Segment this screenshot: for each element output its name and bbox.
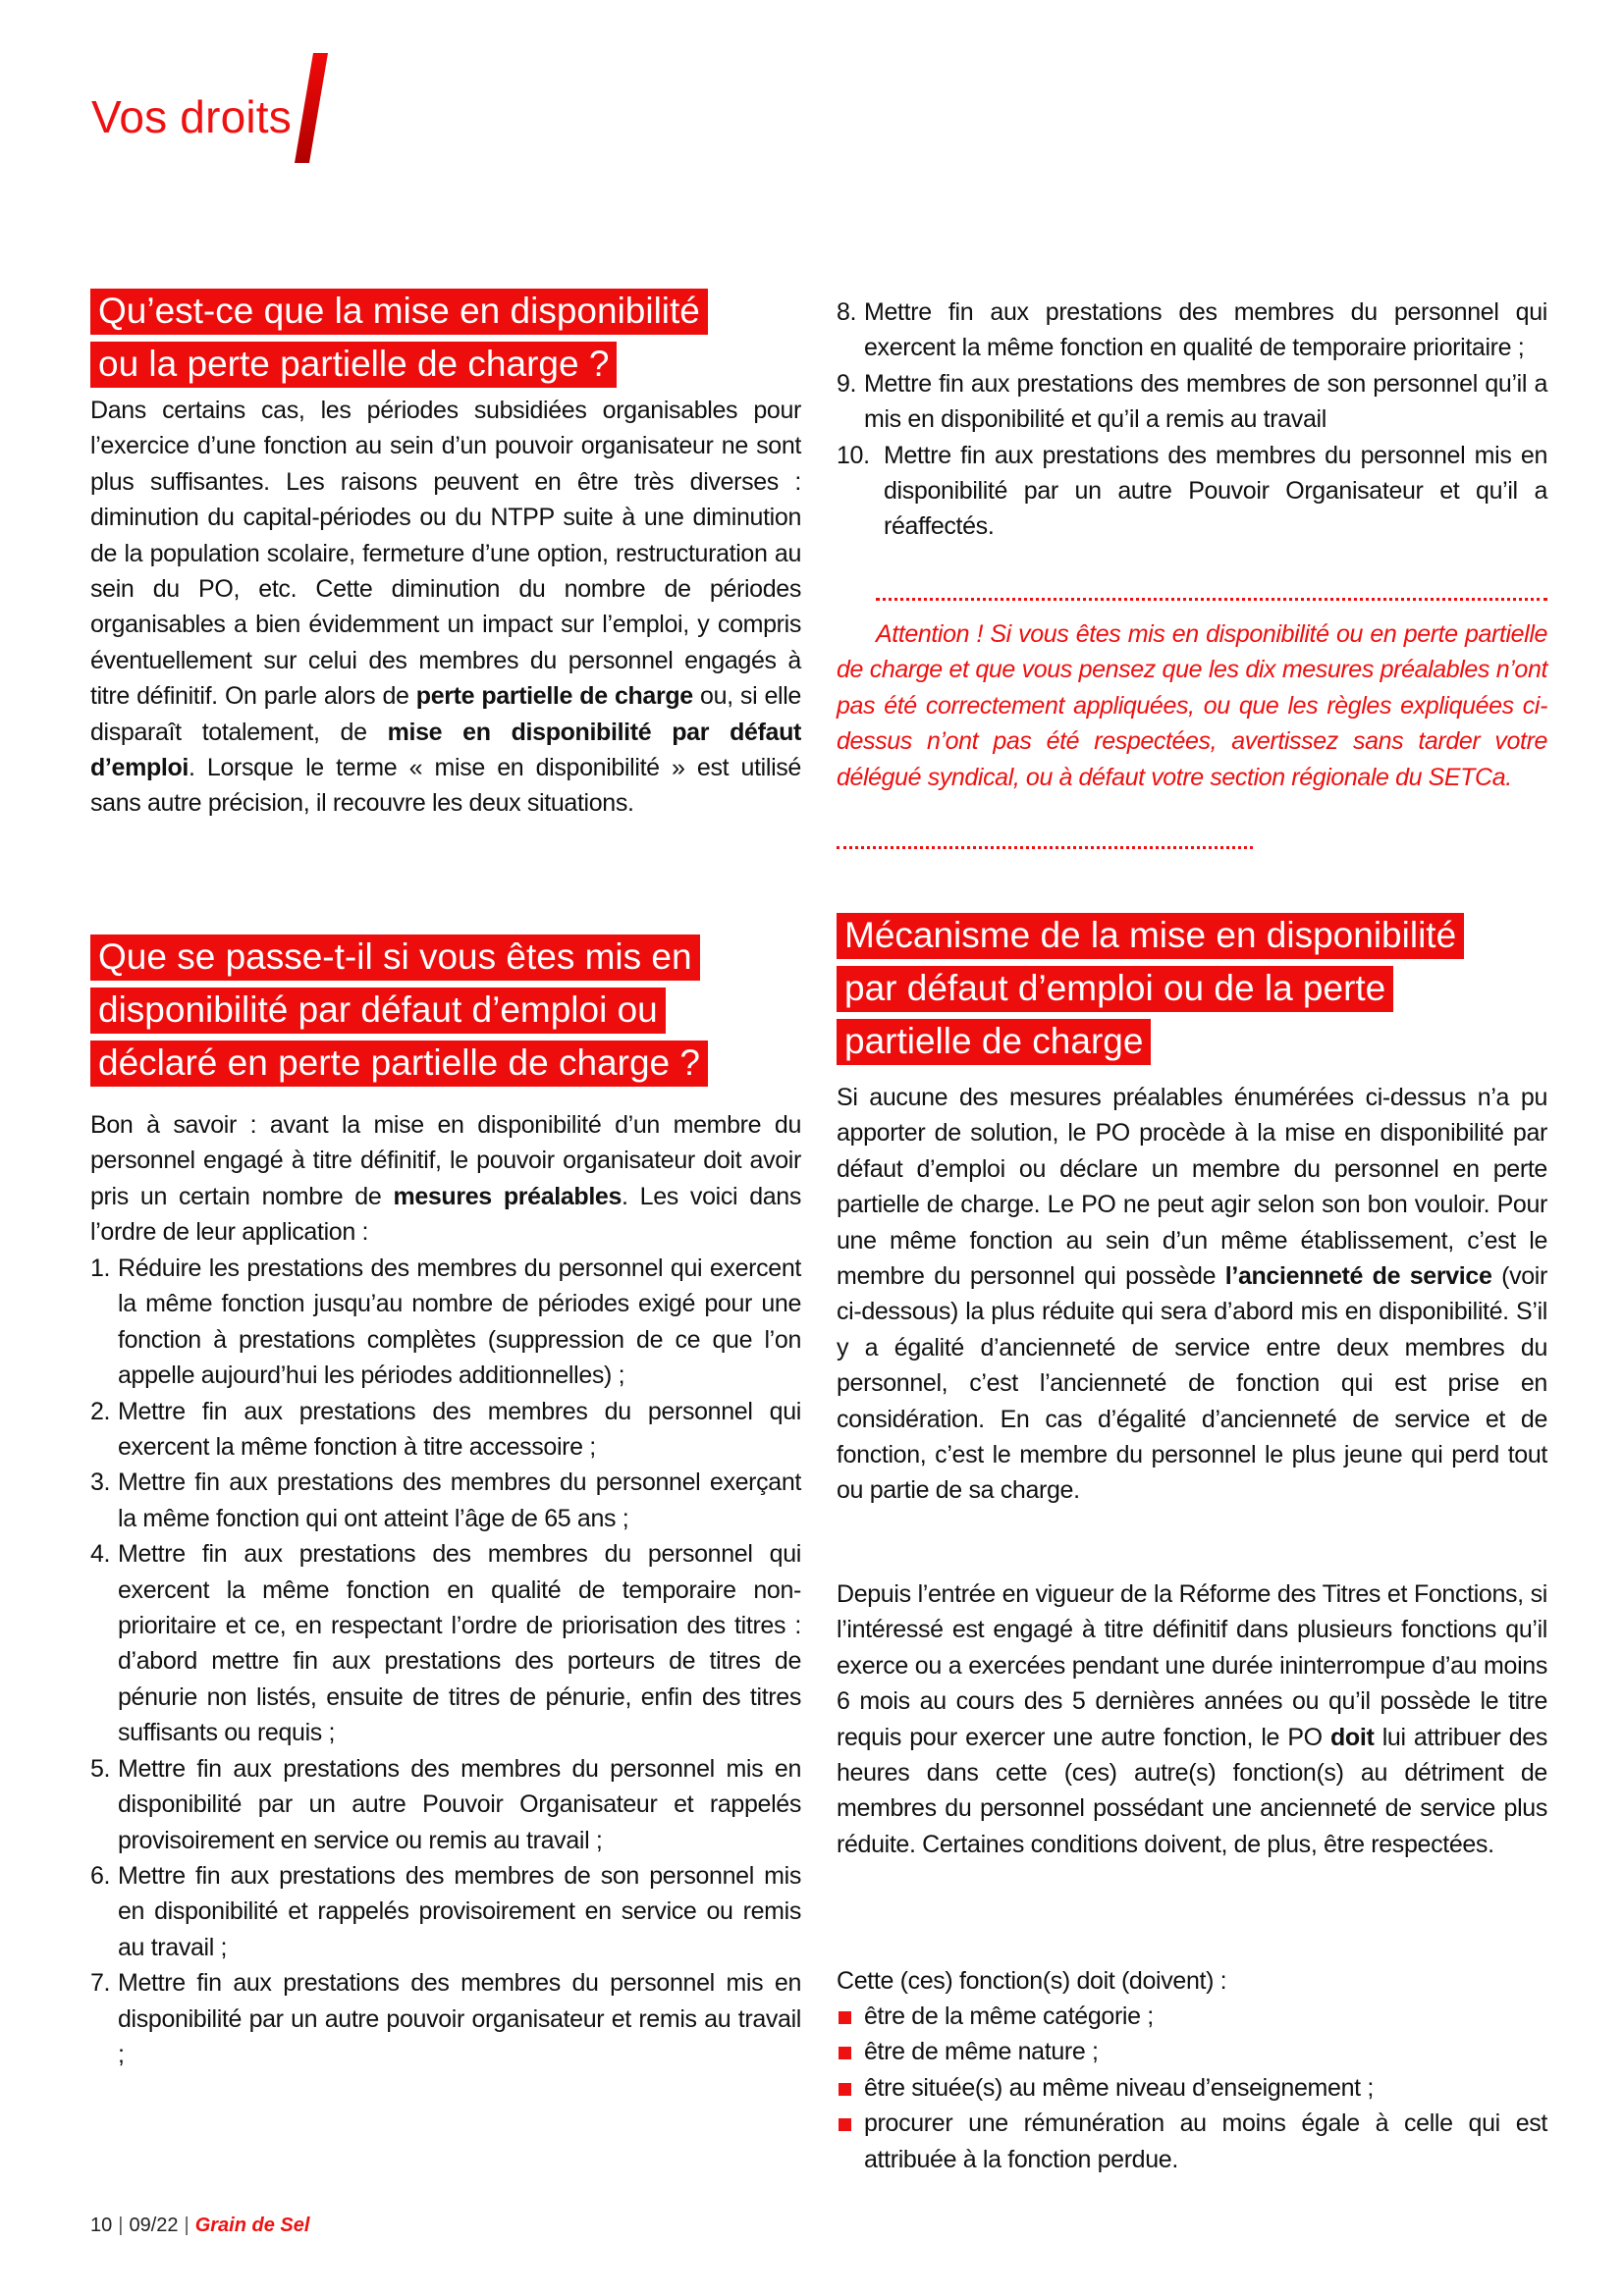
item-number: 1.	[90, 1255, 111, 1282]
item-number: 4.	[90, 1540, 111, 1569]
intro-paragraph	[90, 1107, 801, 1251]
item-number: 2.	[90, 1397, 111, 1425]
list-item	[90, 1965, 801, 2072]
list-item	[90, 1858, 801, 1965]
bold-term: mesures préalables	[393, 1182, 623, 1210]
bold-term: doit	[1330, 1723, 1375, 1751]
attention-note: Attention ! Si vous êtes mis en disponibilité ou en perte partielle de charge et que vous pensez que les dix mesures préalables n’ont pas été correctement appliquées, ou que les règles expliquées ci-dessus n’ont pas été respectées, avertissez sans tarder votre délégué syndical, ou à défaut votre section régionale du SETCa.	[837, 620, 1547, 791]
item-number: 3.	[90, 1468, 111, 1497]
measures-list-continued	[837, 294, 1547, 545]
item-text: Réduire les prestations des membres du personnel qui exercent la même fonction jusqu’au nombre de périodes exigé pour une fonction à prestations complètes (suppression de ce que l’on appelle aujourd’hui les périodes additionnelles) ;	[118, 1255, 801, 1390]
footer-separator: |	[184, 2215, 189, 2236]
item-text: Mettre fin aux prestations des membres du personnel exerçant la même fonction qui ont atteint l’âge de 65 ans ;	[118, 1468, 801, 1532]
item-number: 10.	[837, 441, 870, 469]
item-number: 7.	[90, 1969, 111, 1998]
measures-list	[90, 1251, 801, 2072]
square-bullet-icon	[839, 2047, 851, 2059]
heading-line: disponibilité par défaut d’emploi ou	[90, 988, 666, 1034]
heading-line: Mécanisme de la mise en disponibilité	[837, 913, 1464, 959]
item-number: 5.	[90, 1754, 111, 1783]
item-number: 6.	[90, 1861, 111, 1890]
issue-date: 09/22	[129, 2215, 179, 2236]
text-run: ou, si elle disparaît totalement, de	[90, 682, 801, 746]
item-number: 9.	[837, 369, 857, 398]
item-text: être de la même catégorie ;	[864, 2002, 1154, 2030]
item-text: Mettre fin aux prestations des membres du personnel qui exercent la même fonction à titre accessoire ;	[118, 1397, 801, 1462]
item-text: Mettre fin aux prestations des membres du personnel mis en disponibilité par un autre Pouvoir Organisateur et rappelés provisoirement en service ou remis au travail ;	[118, 1754, 801, 1854]
reform-paragraph	[837, 1576, 1547, 1862]
slash-accent-icon	[295, 53, 328, 163]
list-item	[837, 438, 1547, 545]
page-number: 10	[90, 2215, 113, 2236]
section-title: Vos droits	[91, 91, 292, 142]
list-item	[837, 1999, 1547, 2034]
footer-separator: |	[118, 2215, 124, 2236]
list-item	[90, 1536, 801, 1750]
item-text: Mettre fin aux prestations des membres du personnel mis en disponibilité par un autre Pouvoir Organisateur et qu’il a réaffectés.	[884, 441, 1547, 541]
definition-paragraph	[90, 393, 801, 822]
list-item	[90, 1251, 801, 1394]
heading-line: partielle de charge	[837, 1019, 1151, 1065]
attention-bottom-divider	[837, 846, 1253, 849]
item-text: être située(s) au même niveau d’enseignement ;	[864, 2073, 1374, 2102]
list-item	[90, 1751, 801, 1858]
bold-term: l’ancienneté de service	[1224, 1262, 1492, 1291]
heading-line: par défaut d’emploi ou de la perte	[837, 966, 1393, 1012]
heading-line: déclaré en perte partielle de charge ?	[90, 1041, 708, 1087]
list-item	[90, 1465, 801, 1536]
heading-line: Qu’est-ce que la mise en disponibilité	[90, 289, 708, 335]
text-run: Si aucune des mesures préalables énumérées ci-dessus n’a pu apporter de solution, le PO procède à la mise en disponibilité par défaut d’emploi ou déclare un membre du personnel en perte partielle de charge. Le PO ne peut agir selon son bon vouloir. Pour une même fonction au sein d’un même établissement, c’est le membre du personnel qui possède	[837, 1084, 1547, 1291]
section-heading-mechanism	[837, 909, 1464, 1068]
item-text: Mettre fin aux prestations des membres du personnel qui exercent la même fonction en qualité de temporaire non-prioritaire et ce, en respectant l’ordre de priorisation des titres : d’abord mettre fin aux prestations des porteurs de titres de pénurie non listés, ensuite de titres de pénurie, enfin des titres suffisants ou requis ;	[118, 1540, 801, 1747]
conditions-list	[837, 1999, 1547, 2177]
square-bullet-icon	[839, 2011, 851, 2024]
item-text: être de même nature ;	[864, 2038, 1099, 2066]
section-heading-what-happens	[90, 931, 708, 1090]
publication-name: Grain de Sel	[194, 2215, 310, 2236]
list-item	[837, 294, 1547, 366]
heading-line: ou la perte partielle de charge ?	[90, 342, 617, 388]
page-footer	[90, 2215, 309, 2237]
text-run: . Les voici dans l’ordre de leur application :	[90, 1182, 802, 1247]
item-number: 8.	[837, 298, 857, 326]
attention-top-divider	[876, 598, 1547, 601]
list-item	[837, 2106, 1547, 2177]
mechanism-paragraph	[837, 1080, 1547, 1509]
list-item	[90, 1394, 801, 1466]
text-run: Depuis l’entrée en vigueur de la Réforme des Titres et Fonctions, si l’intéressé est engagé à titre définitif dans plusieurs fonctions qu’il exerce ou a exercées pendant une durée ininterrompue d’au moins 6 mois au cours des 5 dernières années ou qu’il possède le titre requis pour exercer une autre fonction, le PO	[837, 1580, 1547, 1751]
bold-term: perte partielle de charge	[415, 682, 693, 711]
text-run: lui attribuer des heures dans cette (ces) autre(s) fonction(s) au détriment de membres du personnel possédant une ancienneté de service plus réduite. Certaines conditions doivent, de plus, être respectées.	[837, 1723, 1547, 1858]
item-text: Mettre fin aux prestations des membres de son personnel mis en disponibilité et rappelés provisoirement en service ou remis au travail ;	[118, 1861, 801, 1961]
item-text: Mettre fin aux prestations des membres de son personnel qu’il a mis en disponibilité et qu’il a remis au travail	[864, 369, 1547, 434]
list-item	[837, 366, 1547, 438]
text-run: Dans certains cas, les périodes subsidiées organisables pour l’exercice d’une fonction au sein d’un pouvoir organisateur ne sont plus suffisantes. Les raisons peuvent en être très diverses : diminution du capital-périodes ou du NTPP suite à une diminution de la population scolaire, fermeture d’une option, restructuration au sein du PO, etc. Cette diminution du nombre de périodes organisables a bien évidemment un impact sur l’emploi, y compris éventuellement sur celui des membres du personnel engagés à titre définitif. On parle alors de	[90, 397, 801, 711]
conditions-intro: Cette (ces) fonction(s) doit (doivent) :	[837, 1967, 1227, 1995]
item-text: procurer une rémunération au moins égale à celle qui est attribuée à la fonction perdue.	[864, 2109, 1547, 2173]
bold-term: mise en disponibilité par défaut d’emploi	[90, 718, 801, 782]
square-bullet-icon	[839, 2118, 851, 2131]
section-heading-what-is	[90, 285, 708, 391]
item-text: Mettre fin aux prestations des membres du personnel mis en disponibilité par un autre pouvoir organisateur et remis au travail ;	[118, 1969, 801, 2068]
text-run: (voir ci-dessous) la plus réduite qui sera d’abord mis en disponibilité. S’il y a égalité d’ancienneté de service entre deux membres du personnel, c’est l’ancienneté de fonction qui est prise en considération. En cas d’égalité d’ancienneté de service et de fonction, c’est le membre du personnel le plus jeune qui perd tout ou partie de sa charge.	[837, 1262, 1547, 1505]
list-item	[837, 2034, 1547, 2069]
item-text: Mettre fin aux prestations des membres du personnel qui exercent la même fonction en qualité de temporaire prioritaire ;	[864, 298, 1547, 362]
heading-line: Que se passe-t-il si vous êtes mis en	[90, 934, 700, 981]
square-bullet-icon	[839, 2083, 851, 2096]
text-run: Bon à savoir : avant la mise en disponibilité d’un membre du personnel engagé à titre définitif, le pouvoir organisateur doit avoir pris un certain nombre de	[90, 1111, 801, 1210]
list-item	[837, 2070, 1547, 2106]
text-run: . Lorsque le terme « mise en disponibilité » est utilisé sans autre précision, il recouvre les deux situations.	[90, 754, 801, 818]
